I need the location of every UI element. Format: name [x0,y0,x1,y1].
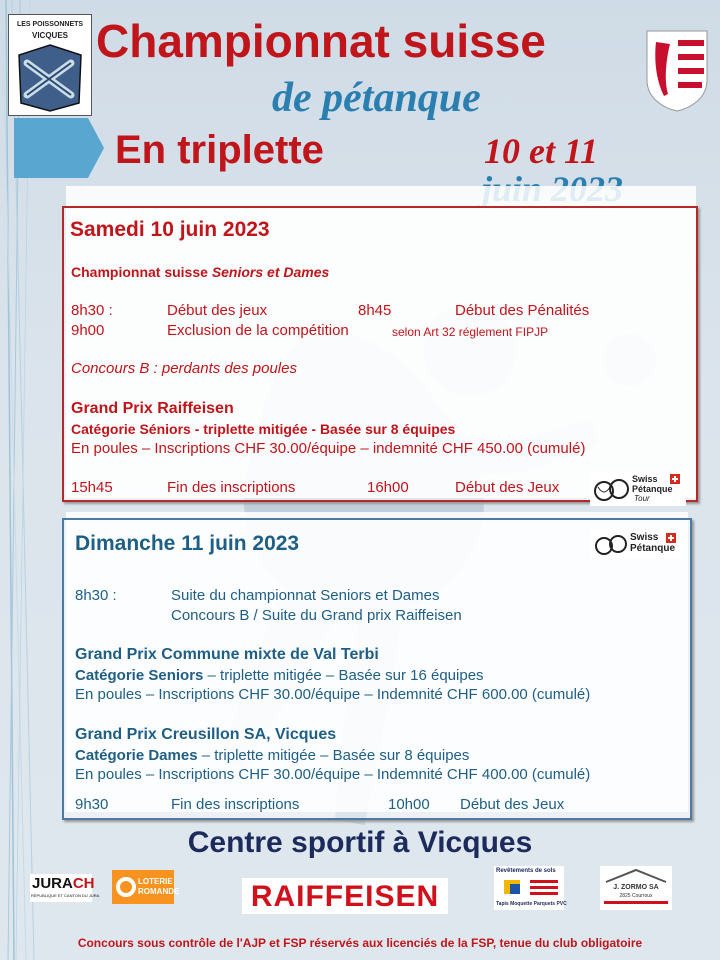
tour-badge-line3: Tour [634,494,650,503]
sat-concours-b: Concours B : perdants des poules [71,360,297,377]
page-title: Championnat suisse [96,15,546,67]
sponsor-jura-logo [30,874,100,902]
sat-time-3b: 16h00 [367,479,409,496]
sunday-heading: Dimanche 11 juin 2023 [75,532,300,555]
swiss-cross-icon [666,533,676,543]
sponsor-loterie-romande-logo [112,870,180,904]
jura-logo-main: JURA [32,875,73,892]
format-title: En triplette [115,128,324,172]
sun-gp2-category-name: Catégorie Dames [75,747,198,764]
club-logo [8,14,92,116]
sat-label-3b: Début des Jeux [455,479,560,496]
saturday-panel [62,206,698,502]
sat-label-3: Fin des inscriptions [167,479,296,496]
sat-gp-category: Catégorie Séniors - triplette mitigée - Basée sur 8 équipes [71,421,456,437]
venue-title: Centre sportif à Vicques [187,826,533,859]
saturday-championship [71,264,329,280]
club-logo-bottom-text: VICQUES [31,31,68,40]
sun-label-1b: Concours B / Suite du Grand prix Raiffeisen [171,607,462,624]
saturday-championship-prefix: Championnat suisse [71,264,212,280]
sun-gp2-info: En poules – Inscriptions CHF 30.00/équipe – Indemnité CHF 400.00 (cumulé) [75,766,591,783]
sun-time-2: 9h30 [75,796,109,813]
jura-logo-text [32,875,95,892]
page-subtitle: de pétanque [272,75,481,121]
sun-gp2-category [75,747,469,764]
jura-logo-ch: CH [72,875,95,892]
loterie-circle-icon [115,876,137,898]
revetements-emblem-icon [496,876,562,900]
sat-time-3: 15h45 [71,479,113,496]
sun-gp1-info: En poules – Inscriptions CHF 30.00/équipe – Indemnité CHF 600.00 (cumulé) [75,686,591,703]
sun-time-2b: 10h00 [388,796,430,813]
sun-gp1-category-rest: – triplette mitigée – Basée sur 16 équipes [203,667,484,684]
sat-label-1: Début des jeux [167,302,268,319]
sun-label-1: Suite du championnat Seniors et Dames [171,587,440,604]
zormo-stripe [604,901,668,904]
sponsor-zormo-logo [600,866,672,910]
petanque-balls-icon [592,532,632,558]
sun-gp2-title: Grand Prix Creusillon SA, Vicques [75,726,337,743]
zormo-sub: 2825 Courroux [619,893,653,899]
sun-gp1-title: Grand Prix Commune mixte de Val Terbi [75,646,379,663]
sat-time-2: 9h00 [71,322,105,339]
badge-line2: Pétanque [630,543,676,554]
sat-gp-info: En poules – Inscriptions CHF 30.00/équipe – indemnité CHF 450.00 (cumulé) [71,440,586,457]
club-logo-top-text: LES POISSONNETS [16,21,84,28]
zormo-text: J. ZORMO SA [613,884,659,891]
sun-time-1: 8h30 : [75,587,117,604]
revetements-sub: Tapis Moquette Parquets PVC [496,901,567,907]
jura-flag-icon [646,30,708,112]
sun-gp1-category-name: Catégorie Seniors [75,667,204,684]
jura-logo-sub: RÉPUBLIQUE ET CANTON DU JURA [31,893,100,898]
sat-label-2: Exclusion de la compétition [167,322,349,339]
swiss-petanque-badge [590,530,684,558]
badge-line1: Swiss [630,532,659,543]
sun-gp1-category [75,667,484,684]
tour-badge-line2: Pétanque [632,484,673,494]
footer-notice: Concours sous contrôle de l'AJP et FSP réservés aux licenciés de la FSP, tenue du club obligatoire [77,936,643,950]
saturday-championship-category: Seniors et Dames [211,264,330,280]
tour-badge-line1: Swiss [632,474,658,484]
sat-note-2: selon Art 32 réglement FIPJP [392,325,549,339]
swiss-cross-icon [670,474,680,484]
sponsor-raiffeisen-logo [242,878,448,914]
loterie-text: LOTERIE ROMANDE [138,877,180,896]
petanque-balls-icon [592,475,632,505]
raiffeisen-text: RAIFFEISEN [250,880,440,913]
sat-label-1b: Début des Pénalités [455,302,590,319]
swiss-petanque-tour-badge [590,472,686,506]
sponsor-revetements-logo [494,866,567,910]
sat-gp-title: Grand Prix Raiffeisen [71,400,234,417]
sun-label-2: Fin des inscriptions [171,796,300,813]
arrow-tab [14,118,104,178]
revetements-text: Revêtements de sols [496,868,556,874]
date-days: 10 et 11 [484,131,598,171]
sat-time-1: 8h30 : [71,302,113,319]
fish-emblem-icon [9,15,91,115]
saturday-heading: Samedi 10 juin 2023 [70,218,270,241]
zormo-roof-icon [600,866,672,884]
sat-time-1b: 8h45 [358,302,392,319]
sun-label-2b: Début des Jeux [460,796,565,813]
sun-gp2-category-rest: – triplette mitigée – Basée sur 8 équipes [197,747,470,764]
